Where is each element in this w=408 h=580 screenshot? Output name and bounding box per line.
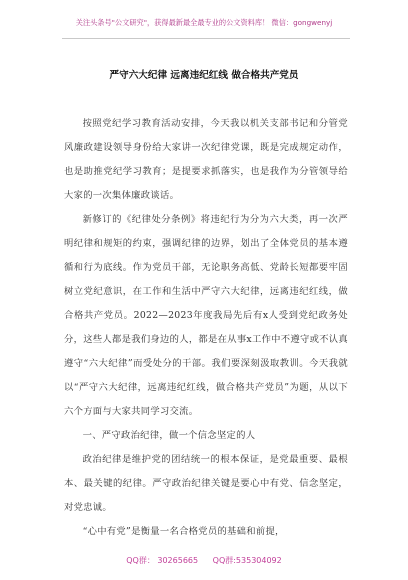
header-divider <box>62 38 350 39</box>
section-heading-1: 一、严守政治纪律，做一个信念坚定的人 <box>82 430 256 441</box>
paragraph-political-discipline: 政治纪律是维护党的团结统一的根本保证，是党最重要、最根本、最关键的纪律。严守政治纪律关键是要心中有党、信念坚定，对党忠诚。 <box>64 454 348 513</box>
qq-group-2: QQ群:535304092 <box>212 556 282 565</box>
document-body <box>64 112 348 544</box>
paragraph-intro: 按照党纪学习教育活动安排，今天我以机关支部书记和分管党风廉政建设领导身份给大家讲一次纪律党课，既是完成规定动作，也是助推党纪学习教育；是提要求抓落实，也是我作为分管领导给大家的一次集体廉政谈话。 <box>64 118 348 201</box>
paragraph-party-in-heart: “心中有党”是衡量一名合格党员的基础和前提， <box>82 526 285 537</box>
qq-footer <box>0 555 408 566</box>
document-title: 严守六大纪律 远离违纪红线 做合格共产党员 <box>109 70 299 81</box>
promo-header: 关注头条号"公文研究"，获得最新最全最专业的公文资料库！ 微信：gongwenyj <box>75 18 333 27</box>
qq-group-1: QQ群： 30265665 <box>126 556 199 565</box>
paragraph-regulation: 新修订的《纪律处分条例》将违纪行为分为六大类，再一次严明纪律和规矩的约束，强调纪律的边界，划出了全体党员的基本遵循和行为底线。作为党员干部，无论职务高低、党龄长短都要牢固树立党纪意识，在工作和生活中严守六大纪律，远离违纪红线，做合格共产党员。2022—2023年度我局先后有x人受到党纪政务处分，这些人都是我们身边的人，都是在从事x工作中不遵守或不认真遵守“六大纪律”而受处分的干部。我们要深刻汲取教训。今天我就以“严守六大纪律，远离违纪红线，做合格共产党员”为题，从以下六个方面与大家共同学习交流。 <box>64 214 348 417</box>
